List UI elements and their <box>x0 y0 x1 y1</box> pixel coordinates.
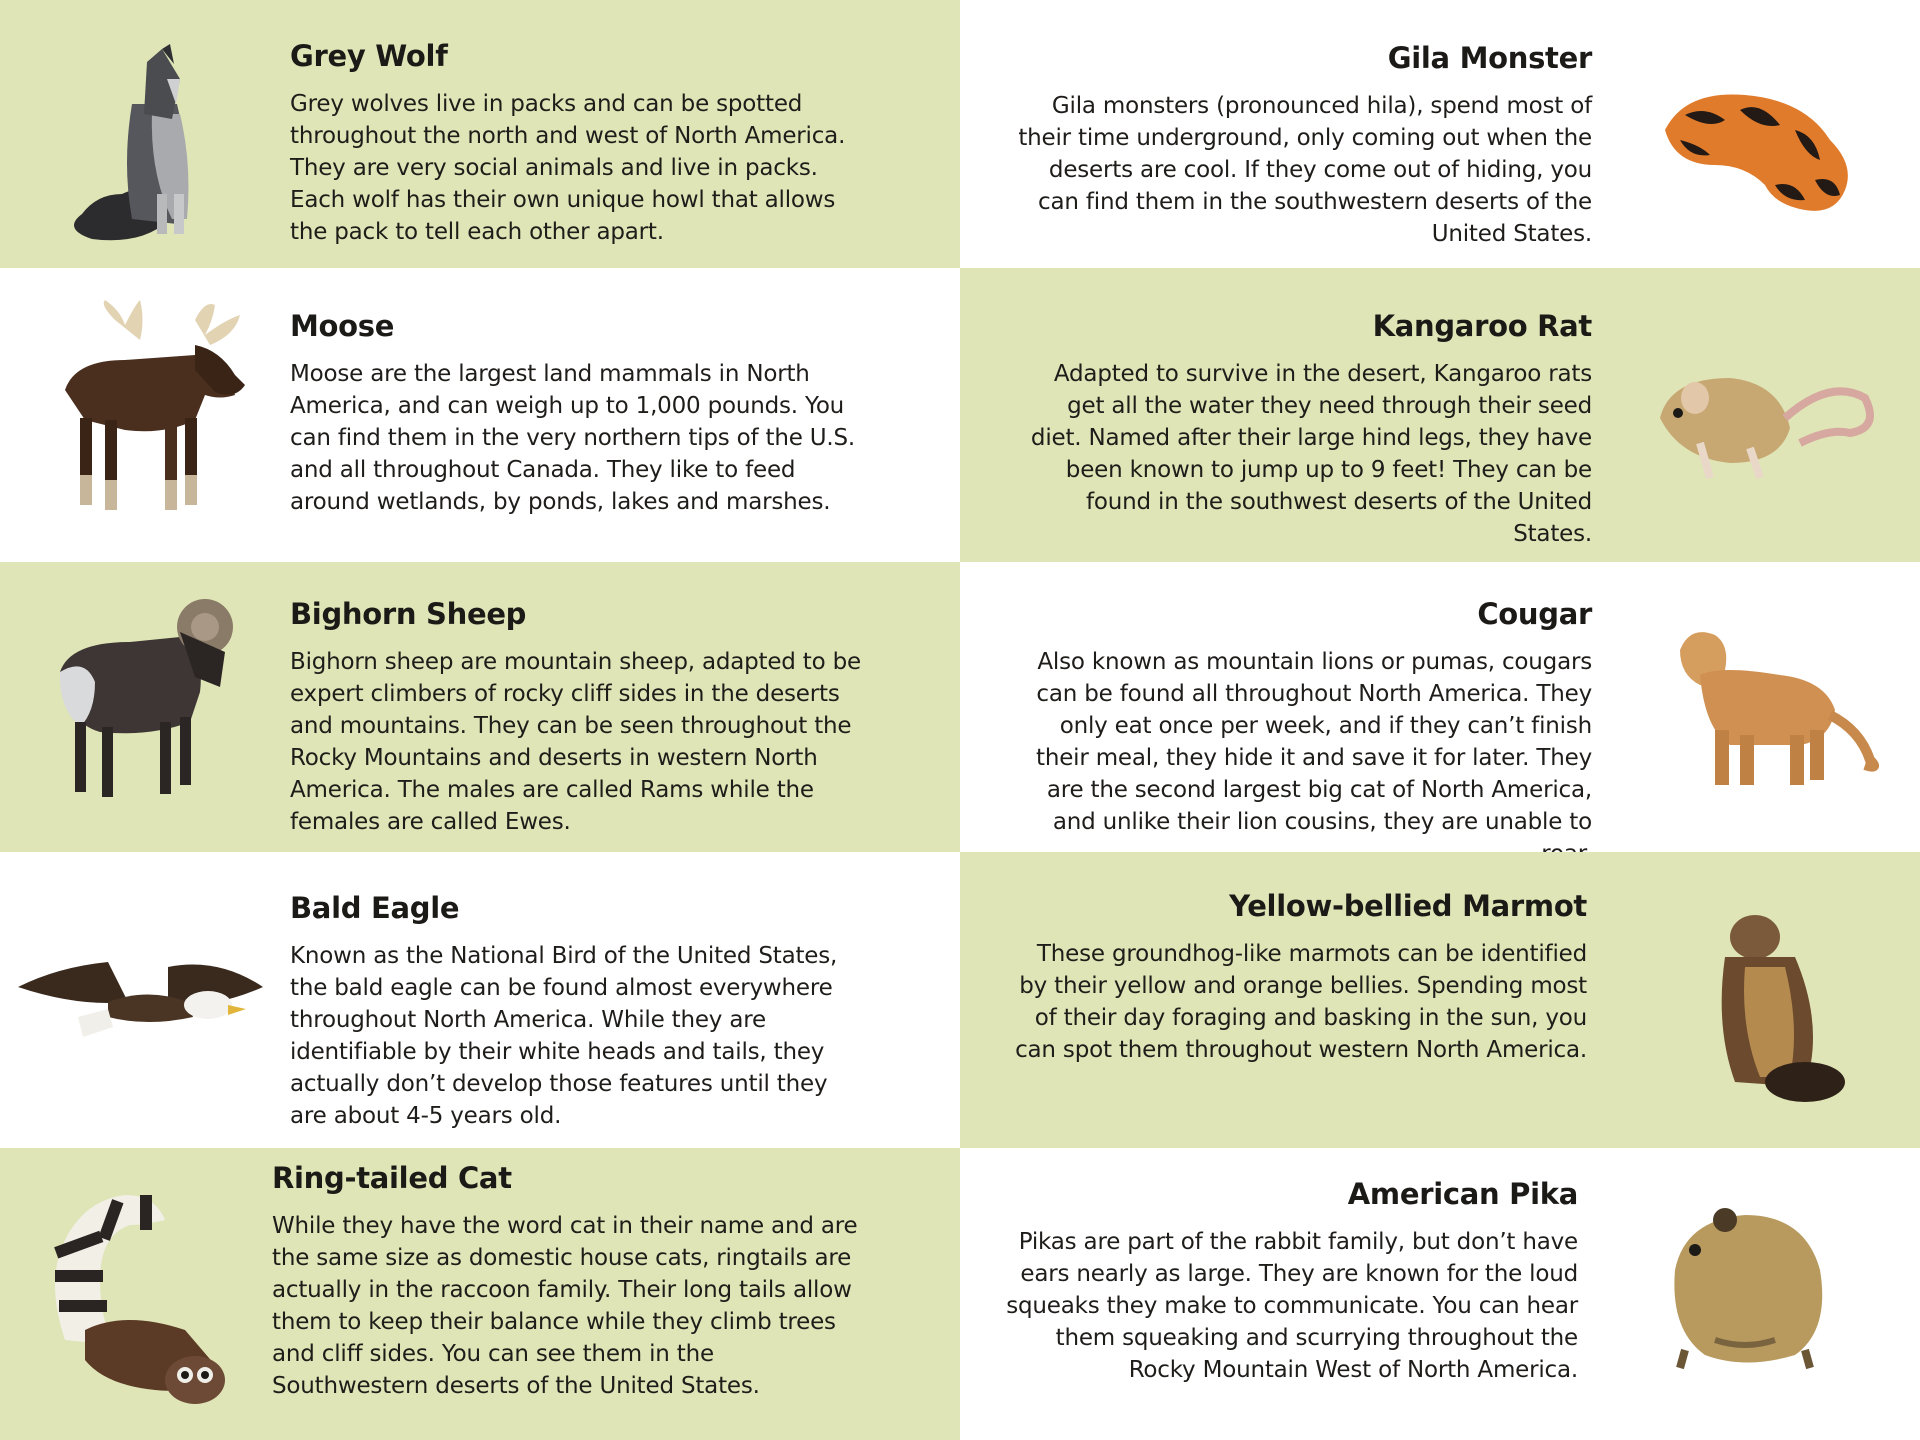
animal-description: Grey wolves live in packs and can be spotted throughout the north and west of North America. They are very social animals and live in packs. Each wolf has their own unique howl that allows the pack to tell each other apart. <box>290 91 846 245</box>
animal-description: Pikas are part of the rabbit family, but don’t have ears nearly as large. They are known for the loud squeaks they make to communicate. You can hear them squeaking and scurrying throughout the Rocky Mountain West of North America. <box>1006 1229 1578 1383</box>
animal-title: Ring-tailed Cat <box>272 1161 512 1195</box>
animal-title: American Pika <box>1347 1177 1578 1211</box>
animal-title: Yellow-bellied Marmot <box>1229 889 1587 923</box>
animal-description: Adapted to survive in the desert, Kangaroo rats get all the water they need through their seed diet. Named after their large hind legs, they have been known to jump up to 9 feet! They can be found in the southwest deserts of the United States. <box>1030 361 1592 547</box>
ring-tailed-cat-illustration <box>45 1180 245 1410</box>
animal-description: Moose are the largest land mammals in North America, and can weigh up to 1,000 pounds. You can find them in the very northern tips of the U.S. and all throughout Canada. They like to feed around wetlands, by ponds, lakes and marshes. <box>290 361 856 515</box>
animal-card-yellow-bellied-marmot <box>960 852 1920 1148</box>
animal-card-american-pika <box>960 1148 1920 1440</box>
animal-card-gila-monster <box>960 0 1920 268</box>
marmot-illustration <box>1705 907 1855 1107</box>
animal-title: Grey Wolf <box>290 39 448 73</box>
bald-eagle-illustration <box>18 947 268 1057</box>
cougar-illustration <box>1660 620 1890 790</box>
animal-description: Bighorn sheep are mountain sheep, adapted to be expert climbers of rocky cliff sides in the deserts and mountains. They can be seen throughout the Rocky Mountains and deserts in western North America. The males are called Rams while the females are called Ewes. <box>290 649 861 835</box>
animal-title: Cougar <box>1477 597 1592 631</box>
moose-illustration <box>45 300 250 520</box>
animal-description: While they have the word cat in their name and are the same size as domestic house cats, ringtails are actually in the raccoon family. Their long tails allow them to keep their balance while they climb trees and cliff sides. You can see them in the Southwestern deserts of the United States. <box>272 1213 858 1399</box>
animal-card-ring-tailed-cat <box>0 1148 960 1440</box>
animal-title: Moose <box>290 309 395 343</box>
animal-description: Known as the National Bird of the United States, the bald eagle can be found almost everywhere throughout North America. While they are identifiable by their white heads and tails, they actually don’t develop those features until they are about 4-5 years old. <box>290 943 838 1129</box>
animal-description: Also known as mountain lions or pumas, cougars can be found all throughout North America. They only eat once per week, and if they can’t finish their meal, they hide it and save it for later. They are the second largest big cat of North America, and unlike their lion cousins, they are unable to <box>1036 649 1592 835</box>
animal-card-kangaroo-rat <box>960 268 1920 562</box>
bighorn-sheep-illustration <box>40 592 245 802</box>
animal-card-bighorn-sheep <box>0 562 960 852</box>
animal-card-cougar <box>960 562 1920 852</box>
animal-title: Bald Eagle <box>290 891 460 925</box>
kangaroo-rat-illustration <box>1640 358 1880 488</box>
animal-description: Gila monsters (pronounced hila), spend most of their time underground, only coming out when the deserts are cool. If they come out of hiding, you can find them in the southwestern deserts of the United States. <box>1018 93 1592 247</box>
gila-monster-illustration <box>1655 70 1875 220</box>
right-column <box>960 0 1920 1440</box>
animal-description: These groundhog-like marmots can be identified by their yellow and orange bellies. Spending most of their day foraging and basking in the sun, you can spot them throughout western North America. <box>1015 941 1587 1063</box>
animal-card-grey-wolf <box>0 0 960 268</box>
animal-title: Kangaroo Rat <box>1372 309 1592 343</box>
pika-illustration <box>1655 1200 1840 1375</box>
animal-title: Bighorn Sheep <box>290 597 527 631</box>
animal-card-moose <box>0 268 960 562</box>
grey-wolf-illustration <box>62 44 212 244</box>
animal-title: Gila Monster <box>1387 41 1592 75</box>
animal-card-bald-eagle <box>0 852 960 1148</box>
